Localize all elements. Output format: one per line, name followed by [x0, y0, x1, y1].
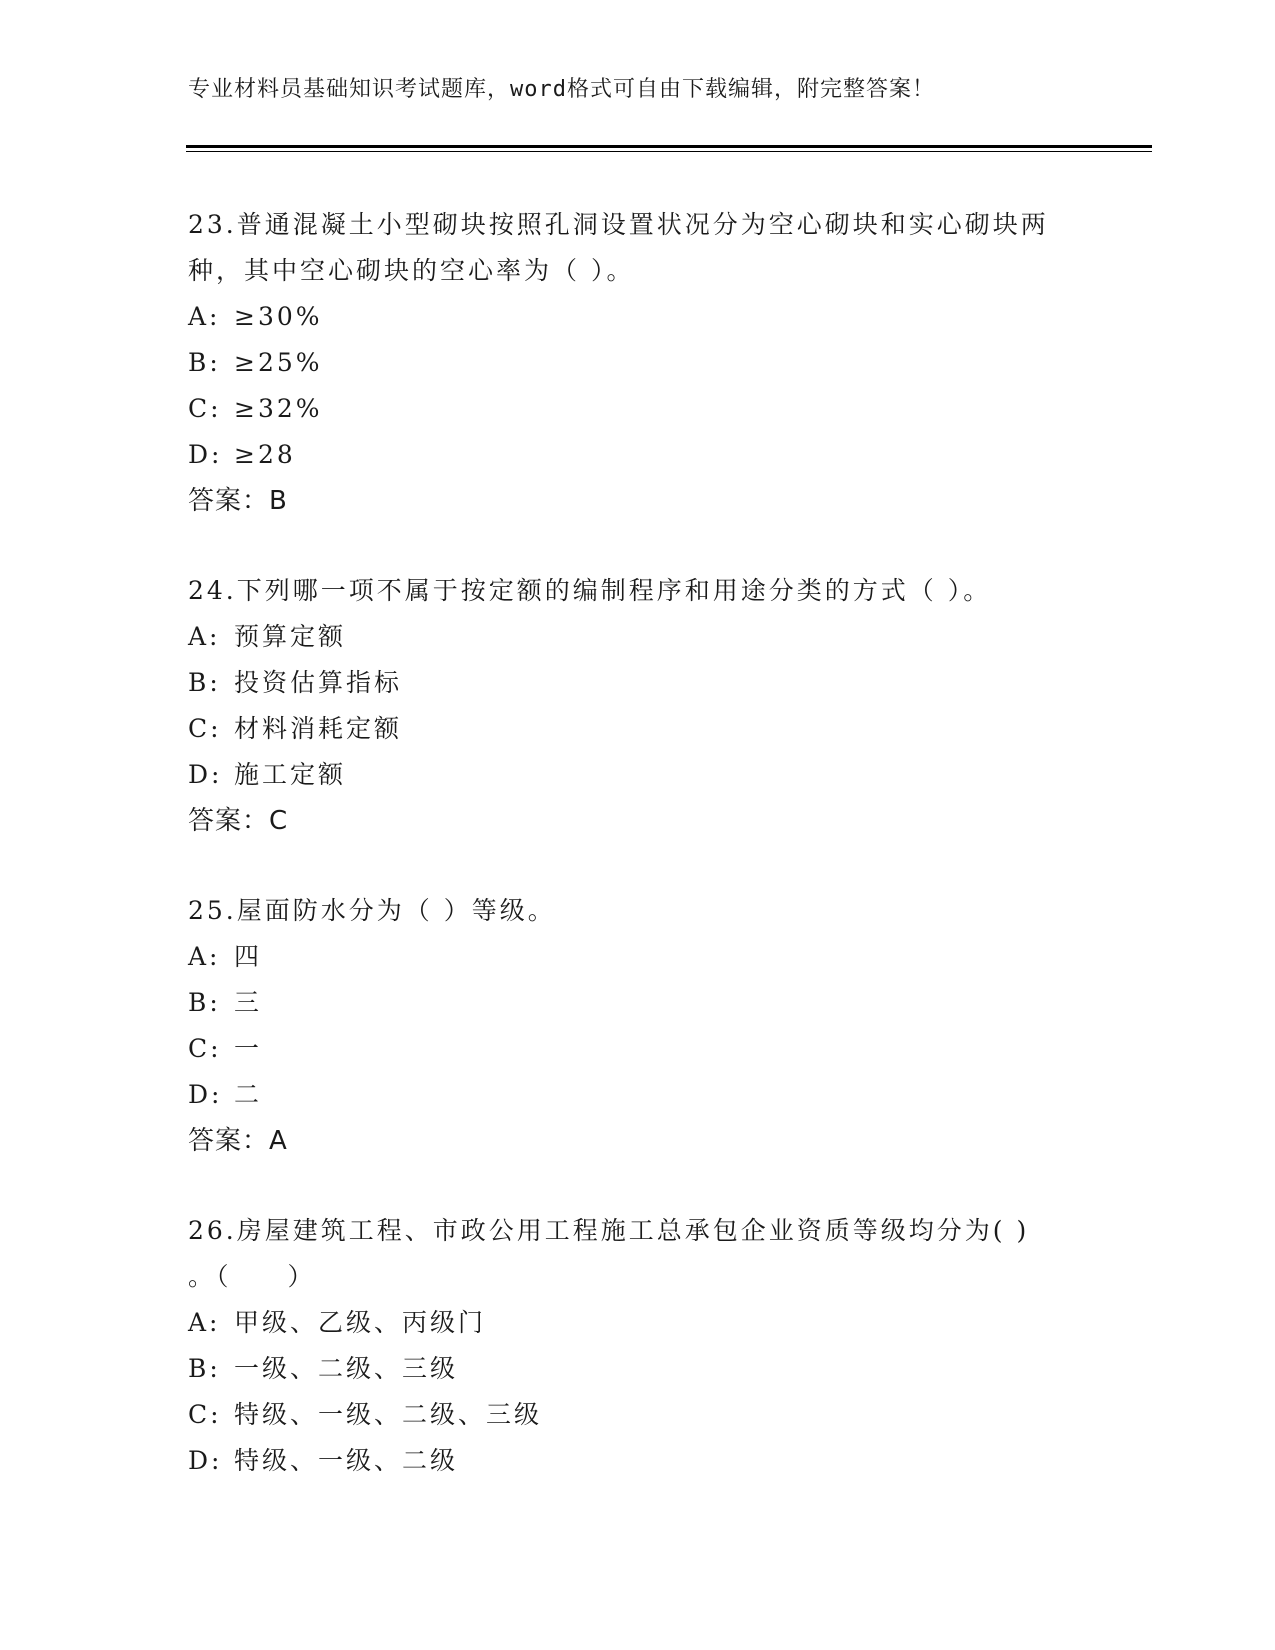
question-stem-line: 25.屋面防水分为（ ）等级。 [188, 896, 556, 925]
option-c [188, 706, 1088, 752]
option-letter: D: [188, 1080, 223, 1109]
option-b [188, 980, 1088, 1026]
header-rule-thick [186, 145, 1152, 148]
option-letter: C: [188, 394, 222, 423]
option-c [188, 1392, 1088, 1438]
option-text: 施工定额 [234, 760, 347, 789]
question-23 [188, 202, 1088, 524]
question-26 [188, 1208, 1088, 1484]
option-letter: C: [188, 1400, 222, 1429]
option-letter: B: [188, 348, 221, 377]
question-stem-line: 26.房屋建筑工程、市政公用工程施工总承包企业资质等级均分为( ) [188, 1216, 1030, 1245]
option-text: 一级、二级、三级 [234, 1354, 459, 1383]
option-text: 投资估算指标 [234, 668, 403, 697]
option-text: 预算定额 [234, 622, 347, 651]
option-letter: B: [188, 668, 221, 697]
option-a [188, 614, 1088, 660]
question-list [188, 202, 1088, 1528]
answer-line: 答案：C [188, 806, 289, 836]
option-b [188, 1346, 1088, 1392]
option-c [188, 1026, 1088, 1072]
option-d [188, 1072, 1088, 1118]
option-d [188, 1438, 1088, 1484]
option-text: ≥25% [234, 348, 323, 377]
question-stem-line: 24.下列哪一项不属于按定额的编制程序和用途分类的方式（ ）。 [188, 576, 992, 605]
option-letter: B: [188, 988, 221, 1017]
option-a [188, 934, 1088, 980]
option-text: 一 [234, 1034, 263, 1063]
option-b [188, 340, 1088, 386]
option-text: 材料消耗定额 [234, 714, 403, 743]
option-letter: A: [188, 1308, 221, 1337]
option-text: 甲级、乙级、丙级门 [234, 1308, 487, 1337]
option-c [188, 386, 1088, 432]
option-d [188, 752, 1088, 798]
option-letter: A: [188, 302, 221, 331]
option-letter: A: [188, 622, 221, 651]
question-24 [188, 568, 1088, 844]
option-text: 特级、一级、二级、三级 [234, 1400, 543, 1429]
option-a [188, 294, 1088, 340]
option-text: ≥30% [234, 302, 323, 331]
answer-line: 答案：A [188, 1126, 288, 1156]
option-letter: D: [188, 760, 223, 789]
option-letter: B: [188, 1354, 221, 1383]
option-text: ≥28 [234, 440, 296, 469]
question-stem-line: 种，其中空心砌块的空心率为（ ）。 [188, 256, 635, 285]
option-letter: D: [188, 440, 223, 469]
option-letter: C: [188, 714, 222, 743]
page-header: 专业材料员基础知识考试题库，word格式可自由下载编辑，附完整答案！ [188, 77, 935, 102]
option-b [188, 660, 1088, 706]
header-rule-thin [186, 151, 1152, 152]
answer-line: 答案：B [188, 486, 288, 516]
question-stem-line: 23.普通混凝土小型砌块按照孔洞设置状况分为空心砌块和实心砌块两 [188, 210, 1049, 239]
option-text: ≥32% [234, 394, 323, 423]
option-letter: D: [188, 1446, 223, 1475]
option-a [188, 1300, 1088, 1346]
question-stem-line: 。（ ） [188, 1262, 316, 1291]
option-letter: C: [188, 1034, 222, 1063]
option-text: 二 [234, 1080, 263, 1109]
option-text: 特级、一级、二级 [234, 1446, 459, 1475]
question-25 [188, 888, 1088, 1164]
option-d [188, 432, 1088, 478]
option-text: 三 [234, 988, 263, 1017]
option-letter: A: [188, 942, 221, 971]
option-text: 四 [234, 942, 263, 971]
